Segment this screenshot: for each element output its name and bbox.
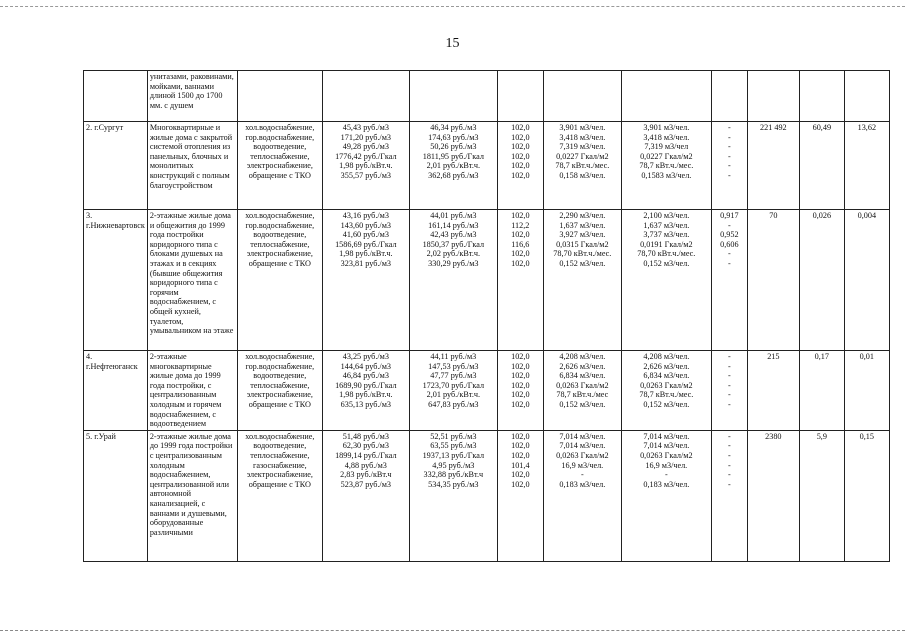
coefficient-cell	[711, 430, 747, 561]
norm-2020-cell-line: 7,014 м3/чел.	[643, 441, 690, 451]
norm-2019-cell-line: 0,183 м3/чел.	[559, 479, 606, 489]
norm-2019-cell-line: 7,014 м3/чел.	[559, 431, 606, 441]
coefficient-cell	[711, 71, 747, 122]
coefficient-cell-line: -	[727, 258, 731, 268]
coefficient-cell	[711, 210, 747, 351]
coefficient-cell	[711, 351, 747, 431]
index-cell	[497, 71, 543, 122]
index-cell-line: 102,0	[511, 249, 530, 259]
norm-2020-cell-line: 78,70 кВт.ч./мес.	[637, 249, 696, 259]
norm-2020-cell-line: 0,152 м3/чел.	[643, 258, 690, 268]
municipality-cell	[84, 122, 148, 210]
index-cell-line: 112,2	[511, 220, 530, 230]
share-cell-text: 0,026	[812, 211, 832, 220]
index-cell-line: 102,0	[511, 441, 530, 451]
tariff-2020-cell-line: 2,02 руб./кВт.ч.	[426, 249, 481, 259]
population-cell-text: 2380	[765, 431, 782, 441]
coefficient-cell-line: -	[727, 123, 731, 132]
tariff-2020-cell-line: 332,88 руб./кВт.ч	[423, 470, 484, 480]
norm-2020-cell-line: -	[664, 470, 668, 480]
coefficient-cell-line: -	[727, 460, 731, 470]
index-cell-line: 102,0	[511, 211, 530, 220]
services-cell-line: теплоснабжение,	[250, 450, 310, 460]
coefficient-cell-line: -	[727, 249, 731, 259]
table-row	[84, 430, 890, 561]
tariff-2020-cell-line: 44,11 руб./м3	[430, 352, 477, 361]
index-cell-line: 102,0	[511, 390, 530, 400]
norm-2020-cell-line: 0,0227 Гкал/м2	[640, 151, 693, 161]
norm-2019-cell-line: 4,208 м3/чел.	[559, 352, 606, 361]
coefficient-cell-line: -	[727, 371, 731, 381]
norm-2019-cell-line: 2,290 м3/чел.	[559, 211, 606, 220]
norm-2019-cell-line: 7,014 м3/чел.	[559, 441, 606, 451]
tariff-2020-cell-line: 52,51 руб./м3	[430, 431, 477, 441]
table-row	[84, 71, 890, 122]
norm-2020-cell-line: 3,418 м3/чел.	[643, 132, 690, 142]
norm-2020-cell-line: 1,637 м3/чел.	[643, 220, 690, 230]
municipality-cell-text: 4. г.Нефтеюганск	[86, 352, 138, 371]
tariff-2019-cell-line: 1899,14 руб./Гкал	[335, 450, 397, 460]
norm-2020-cell-line: 78,7 кВт.ч./мес.	[639, 390, 694, 400]
index-cell-line: 102,0	[511, 258, 530, 268]
norm-2020-cell-line: 3,901 м3/чел.	[643, 123, 690, 132]
tariff-2020-cell-line: 647,83 руб./м3	[428, 399, 479, 409]
share2-cell	[844, 122, 889, 210]
services-cell-line: водоотведение,	[253, 441, 307, 451]
norm-2019-cell-line: 78,7 кВт.ч./мес.	[555, 161, 610, 171]
share-cell	[799, 351, 844, 431]
tariff-2019-cell-line: 144,64 руб./м3	[340, 361, 391, 371]
norm-2019-cell-line: 0,152 м3/чел.	[559, 258, 606, 268]
norm-2019-cell-line: 0,0315 Гкал/м2	[556, 239, 609, 249]
index-cell	[497, 210, 543, 351]
tariff-2020-cell-line: 2,01 руб./кВт.ч.	[426, 390, 481, 400]
norm-2019-cell-line: 3,927 м3/чел.	[559, 230, 606, 240]
building-type-cell	[147, 351, 237, 431]
norm-2019-cell-line: 0,0263 Гкал/м2	[556, 380, 609, 390]
building-type-cell-text: 2-этажные жилые дома и общежития до 1999 года постройки коридорного типа с блоками душевых на этажах и в секциях (бывшие общежития коридорного типа с горячим водоснабжением, с общей кухней, туалетом, умывальником на этаже	[149, 211, 234, 336]
services-cell	[237, 122, 322, 210]
norm-2019-cell-line: 0,158 м3/чел.	[559, 170, 606, 180]
norm-2020-cell-line: 3,737 м3/чел.	[643, 230, 690, 240]
share2-cell	[844, 351, 889, 431]
coefficient-cell-line: -	[727, 431, 731, 441]
norm-2020-cell	[621, 210, 711, 351]
index-cell-line: 102,0	[511, 450, 530, 460]
norm-2020-cell-line: 2,626 м3/чел.	[643, 361, 690, 371]
index-cell-line: 102,0	[511, 399, 530, 409]
services-cell	[237, 430, 322, 561]
services-cell	[237, 210, 322, 351]
share-cell-text: 60,49	[812, 123, 832, 132]
share-cell	[799, 210, 844, 351]
building-type-cell	[147, 430, 237, 561]
norm-2020-cell-line: 16,9 м3/чел.	[645, 460, 688, 470]
share2-cell-text: 13,62	[857, 123, 877, 132]
tariff-2019-cell-line: 171,20 руб./м3	[340, 132, 391, 142]
municipality-cell-text: 2. г.Сургут	[86, 123, 124, 132]
norm-2019-cell-line: 2,626 м3/чел.	[559, 361, 606, 371]
share2-cell	[844, 71, 889, 122]
tariff-2020-cell-line: 44,01 руб./м3	[430, 211, 477, 220]
norm-2019-cell-line: 78,70 кВт.ч./мес.	[553, 249, 612, 259]
population-cell-text: 70	[769, 211, 778, 220]
municipality-cell	[84, 71, 148, 122]
coefficient-cell-line: -	[727, 390, 731, 400]
norm-2020-cell	[621, 71, 711, 122]
norm-2020-cell-line: 7,014 м3/чел.	[643, 431, 690, 441]
share2-cell-text: 0,004	[857, 211, 877, 220]
norm-2019-cell-line: 6,834 м3/чел.	[559, 371, 606, 381]
share2-cell-text: 0,15	[859, 431, 874, 441]
norm-2020-cell	[621, 122, 711, 210]
coefficient-cell-line: -	[727, 352, 731, 361]
population-cell	[747, 122, 799, 210]
services-cell-line: хол.водоснабжение,	[245, 352, 315, 361]
share-cell-text: 0,17	[814, 352, 829, 361]
coefficient-cell-line: 0,952	[720, 230, 739, 240]
tariff-2019-cell	[322, 430, 409, 561]
services-cell-line: обращение с ТКО	[248, 170, 311, 180]
services-cell-line: электроснабжение,	[246, 470, 313, 480]
norm-2020-cell-line: 7,319 м3/чел	[644, 142, 689, 152]
coefficient-cell-line: -	[727, 479, 731, 489]
tariff-2019-cell-line: 43,16 руб./м3	[342, 211, 389, 220]
population-cell-text: 221 492	[760, 123, 787, 132]
population-cell	[747, 351, 799, 431]
coefficient-cell-line: -	[727, 170, 731, 180]
services-cell-line: гор.водоснабжение,	[245, 132, 315, 142]
norm-2020-cell-line: 0,183 м3/чел.	[643, 479, 690, 489]
services-cell-line: газоснабжение,	[252, 460, 307, 470]
norm-2019-cell-line: -	[580, 470, 584, 480]
coefficient-cell-line: 0,606	[720, 239, 739, 249]
coefficient-cell-line: -	[727, 399, 731, 409]
services-cell-line: теплоснабжение,	[250, 239, 310, 249]
share2-cell	[844, 430, 889, 561]
tariff-2019-cell-line: 46,84 руб./м3	[342, 371, 389, 381]
services-cell-line: хол.водоснабжение,	[245, 123, 315, 132]
index-cell-line: 116,6	[511, 239, 530, 249]
tariff-2020-cell-line: 330,29 руб./м3	[428, 258, 479, 268]
tariff-2020-cell	[409, 351, 497, 431]
coefficient-cell	[711, 122, 747, 210]
norm-2019-cell-line: 3,901 м3/чел.	[559, 123, 606, 132]
tariff-2019-cell-line: 1,98 руб./кВт.ч.	[339, 390, 393, 400]
norm-2020-cell	[621, 351, 711, 431]
tariff-2020-cell	[409, 210, 497, 351]
norm-2019-cell	[543, 351, 621, 431]
tariff-2020-cell-line: 42,43 руб./м3	[430, 230, 477, 240]
tariff-2020-cell-line: 2,01 руб./кВт.ч.	[426, 161, 481, 171]
services-cell-line: обращение с ТКО	[248, 258, 311, 268]
norm-2020-cell-line: 0,0263 Гкал/м2	[640, 450, 693, 460]
table-row	[84, 351, 890, 431]
services-cell-line: электроснабжение,	[246, 161, 313, 171]
index-cell-line: 102,0	[511, 431, 530, 441]
norm-2020-cell-line: 78,7 кВт.ч./мес.	[639, 161, 694, 171]
index-cell-line: 102,0	[511, 352, 530, 361]
tariff-2019-cell	[322, 122, 409, 210]
tariff-2020-cell-line: 1723,70 руб./Гкал	[422, 380, 485, 390]
tariff-2019-cell-line: 323,81 руб./м3	[340, 258, 391, 268]
services-cell-line: электроснабжение,	[246, 390, 313, 400]
norm-2019-cell-line: 1,637 м3/чел.	[559, 220, 606, 230]
norm-2019-cell-line: 7,319 м3/чел.	[559, 142, 606, 152]
tariff-2019-cell-line: 45,43 руб./м3	[342, 123, 389, 132]
coefficient-cell-line: -	[727, 161, 731, 171]
tariff-2019-cell-line: 1689,90 руб./Гкал	[335, 380, 397, 390]
norm-2019-cell-line: 3,418 м3/чел.	[559, 132, 606, 142]
share-cell	[799, 71, 844, 122]
tariff-table	[83, 70, 890, 562]
share2-cell-text: 0,01	[859, 352, 874, 361]
tariff-2020-cell	[409, 71, 497, 122]
tariff-2019-cell-line: 1,98 руб./кВт.ч.	[339, 249, 393, 259]
services-cell-line: обращение с ТКО	[248, 479, 311, 489]
services-cell-line: обращение с ТКО	[248, 399, 311, 409]
coefficient-cell-line: -	[727, 151, 731, 161]
index-cell	[497, 122, 543, 210]
index-cell-line: 102,0	[511, 123, 530, 132]
tariff-2019-cell-line: 1586,69 руб./Гкал	[335, 239, 397, 249]
tariff-2020-cell	[409, 430, 497, 561]
tariff-2020-cell-line: 47,77 руб./м3	[430, 371, 477, 381]
population-cell	[747, 71, 799, 122]
services-cell-line: теплоснабжение,	[250, 151, 310, 161]
coefficient-cell-line: -	[727, 361, 731, 371]
tariff-2019-cell-line: 355,57 руб./м3	[340, 170, 391, 180]
index-cell-line: 102,0	[511, 361, 530, 371]
norm-2019-cell-line: 78,7 кВт.ч./мес	[556, 390, 609, 400]
tariff-2020-cell-line: 362,68 руб./м3	[428, 170, 479, 180]
coefficient-cell-line: 0,917	[720, 211, 739, 220]
tariff-2019-cell-line: 143,60 руб./м3	[340, 220, 391, 230]
table-row	[84, 122, 890, 210]
tariff-2019-cell-line: 635,13 руб./м3	[340, 399, 391, 409]
index-cell-line: 102,0	[511, 371, 530, 381]
tariff-2020-cell-line: 50,26 руб./м3	[430, 142, 477, 152]
coefficient-cell-line: -	[727, 142, 731, 152]
tariff-2020-cell-line: 534,35 руб./м3	[428, 479, 479, 489]
index-cell-line: 102,0	[511, 230, 530, 240]
norm-2019-cell-line: 0,152 м3/чел.	[559, 399, 606, 409]
index-cell	[497, 351, 543, 431]
services-cell-line: гор.водоснабжение,	[245, 220, 315, 230]
tariff-2019-cell-line: 51,48 руб./м3	[342, 431, 389, 441]
norm-2019-cell	[543, 71, 621, 122]
tariff-2019-cell-line: 62,30 руб./м3	[342, 441, 389, 451]
services-cell-line: хол.водоснабжение,	[245, 431, 315, 441]
norm-2019-cell	[543, 122, 621, 210]
coefficient-cell-line: -	[727, 220, 731, 230]
index-cell-line: 102,0	[511, 132, 530, 142]
bottom-scan-line	[0, 630, 905, 631]
population-cell-text: 215	[767, 352, 780, 361]
index-cell-line: 102,0	[511, 479, 530, 489]
services-cell-line: гор.водоснабжение,	[245, 361, 315, 371]
tariff-2019-cell-line: 1,98 руб./кВт.ч.	[339, 161, 393, 171]
tariff-2019-cell-line: 49,28 руб./м3	[342, 142, 389, 152]
page-number: 15	[445, 36, 460, 51]
index-cell-line: 102,0	[511, 170, 530, 180]
norm-2019-cell-line: 0,0227 Гкал/м2	[556, 151, 609, 161]
tariff-2020-cell-line: 174,63 руб./м3	[428, 132, 479, 142]
coefficient-cell-line: -	[727, 470, 731, 480]
tariff-2019-cell	[322, 71, 409, 122]
top-scan-line	[0, 6, 905, 7]
building-type-cell	[147, 71, 237, 122]
norm-2019-cell	[543, 210, 621, 351]
share-cell	[799, 430, 844, 561]
norm-2020-cell-line: 6,834 м3/чел.	[643, 371, 690, 381]
building-type-cell-text: унитазами, раковинами, мойками, ваннами длиной 1500 до 1700 мм. с душем	[149, 72, 234, 110]
services-cell-line: водоотведение,	[253, 230, 307, 240]
services-cell	[237, 351, 322, 431]
table-row	[84, 210, 890, 351]
norm-2020-cell-line: 4,208 м3/чел.	[643, 352, 690, 361]
index-cell	[497, 430, 543, 561]
building-type-cell-text: 2-этажные жилые дома до 1999 года постройки с централизованным холодным водоснабжением, централизованной или автономной канализацией, с ваннами и душевыми, оборудованные различными	[149, 431, 233, 537]
tariff-2020-cell-line: 1850,37 руб./Гкал	[422, 239, 485, 249]
tariff-2019-cell	[322, 351, 409, 431]
share-cell	[799, 122, 844, 210]
municipality-cell-text: 3. г.Нижневартовск	[86, 211, 145, 230]
tariff-2019-cell-line: 43,25 руб./м3	[342, 352, 389, 361]
norm-2019-cell-line: 0,0263 Гкал/м2	[556, 450, 609, 460]
share2-cell	[844, 210, 889, 351]
coefficient-cell-line: -	[727, 132, 731, 142]
coefficient-cell-line: -	[727, 380, 731, 390]
municipality-cell	[84, 430, 148, 561]
building-type-cell	[147, 122, 237, 210]
index-cell-line: 102,0	[511, 142, 530, 152]
tariff-2020-cell-line: 1937,13 руб./Гкал	[422, 450, 485, 460]
norm-2020-cell-line: 0,152 м3/чел.	[643, 399, 690, 409]
tariff-2020-cell-line: 4,95 руб./м3	[432, 460, 475, 470]
tariff-2020-cell-line: 1811,95 руб./Гкал	[422, 151, 484, 161]
tariff-2019-cell-line: 2,83 руб./кВт.ч	[340, 470, 392, 480]
services-cell	[237, 71, 322, 122]
norm-2020-cell-line: 0,0263 Гкал/м2	[640, 380, 693, 390]
coefficient-cell-line: -	[727, 450, 731, 460]
services-cell-line: электроснабжение,	[246, 249, 313, 259]
services-cell-line: хол.водоснабжение,	[245, 211, 315, 220]
tariff-2020-cell-line: 161,14 руб./м3	[428, 220, 479, 230]
municipality-cell	[84, 351, 148, 431]
index-cell-line: 102,0	[511, 151, 530, 161]
norm-2019-cell	[543, 430, 621, 561]
municipality-cell-text: 5. г.Урай	[86, 431, 116, 441]
norm-2020-cell-line: 2,100 м3/чел.	[643, 211, 690, 220]
population-cell	[747, 210, 799, 351]
index-cell-line: 101,4	[511, 460, 530, 470]
coefficient-cell-line: -	[727, 441, 731, 451]
norm-2020-cell-line: 0,0191 Гкал/м2	[640, 239, 693, 249]
norm-2019-cell-line: 16,9 м3/чел.	[561, 460, 604, 470]
tariff-2020-cell-line: 46,34 руб./м3	[430, 123, 477, 132]
building-type-cell-text: Многоквартирные и жилые дома с закрытой системой отопления из панельных, блочных и монолитных конструкций с полным благоустройством	[149, 123, 233, 190]
building-type-cell	[147, 210, 237, 351]
norm-2020-cell	[621, 430, 711, 561]
municipality-cell	[84, 210, 148, 351]
building-type-cell-text: 2-этажные многоквартирные жилые дома до 1999 года постройки, с централизованным холодным и горячем водоснабжением, с водоотведением	[149, 352, 222, 429]
services-cell-line: водоотведение,	[253, 371, 307, 381]
index-cell-line: 102,0	[511, 161, 530, 171]
tariff-2019-cell-line: 41,60 руб./м3	[342, 230, 389, 240]
index-cell-line: 102,0	[511, 380, 530, 390]
norm-2020-cell-line: 0,1583 м3/чел.	[641, 170, 692, 180]
tariff-2019-cell	[322, 210, 409, 351]
share-cell-text: 5,9	[816, 431, 827, 441]
tariff-2019-cell-line: 4,88 руб./м3	[344, 460, 387, 470]
tariff-2019-cell-line: 523,87 руб./м3	[340, 479, 391, 489]
population-cell	[747, 430, 799, 561]
tariff-2020-cell-line: 147,53 руб./м3	[428, 361, 479, 371]
index-cell-line: 102,0	[511, 470, 530, 480]
tariff-2020-cell	[409, 122, 497, 210]
services-cell-line: теплоснабжение,	[250, 380, 310, 390]
tariff-2019-cell-line: 1776,42 руб./Гкал	[335, 151, 397, 161]
services-cell-line: водоотведение,	[253, 142, 307, 152]
tariff-2020-cell-line: 63,55 руб./м3	[430, 441, 477, 451]
